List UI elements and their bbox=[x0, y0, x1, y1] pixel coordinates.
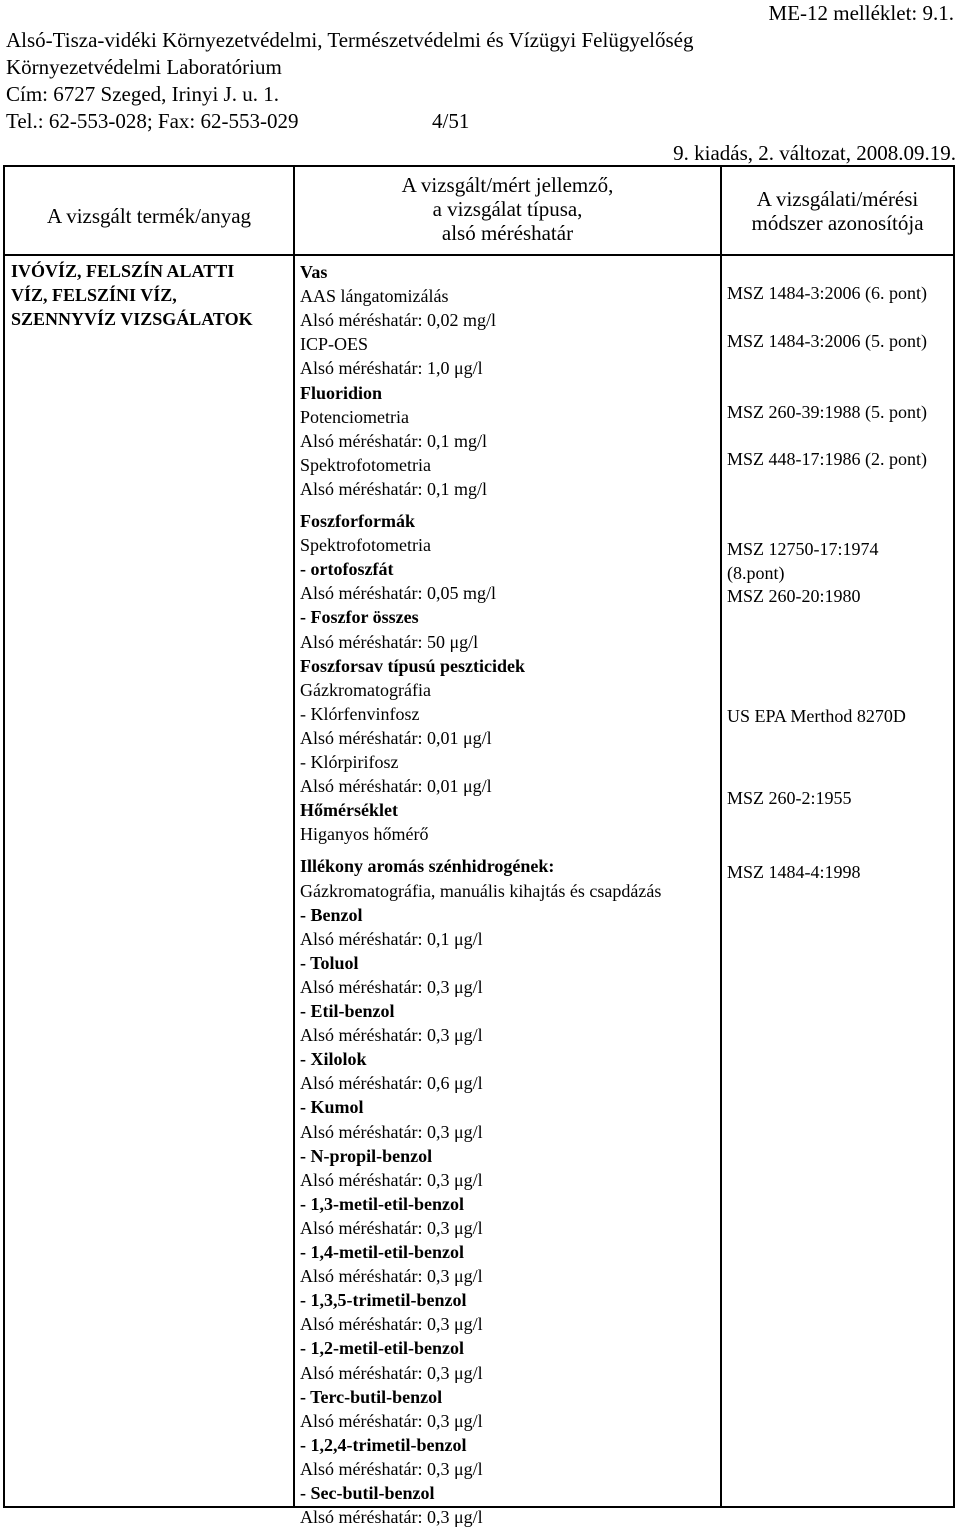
characteristic-heading: - 1,4-metil-etil-benzol bbox=[300, 1242, 464, 1262]
characteristic-line: Alsó méréshatár: 1,0 μg/l bbox=[300, 358, 483, 379]
characteristic-heading: - Terc-butil-benzol bbox=[300, 1386, 443, 1407]
column-header-method: A vizsgálati/mérési módszer azonosítója bbox=[751, 187, 924, 235]
method-id: MSZ 260-2:1955 bbox=[727, 788, 852, 808]
characteristic-line: Alsó méréshatár: 0,05 mg/l bbox=[300, 583, 496, 604]
characteristic-line: Gázkromatográfia bbox=[300, 679, 431, 700]
characteristic-line: Alsó méréshatár: 0,3 μg/l bbox=[300, 976, 483, 997]
characteristic-line: AAS lángatomizálás bbox=[300, 286, 449, 307]
column-header-characteristic: A vizsgált/mért jellemző, a vizsgálat típusa, alsó méréshatár bbox=[401, 173, 614, 245]
characteristic-heading: Vas bbox=[300, 262, 328, 282]
method-id: MSZ 260-20:1980 bbox=[727, 586, 861, 606]
characteristic-line: Gázkromatográfia, manuális kihajtás és csapdázás bbox=[300, 880, 662, 901]
characteristic-heading: - 1,2-metil-etil-benzol bbox=[300, 1338, 464, 1359]
method-id: MSZ 1484-3:2006 (6. pont) bbox=[727, 283, 927, 303]
characteristic-line: Alsó méréshatár: 0,3 μg/l bbox=[300, 1121, 483, 1142]
characteristic-line: Alsó méréshatár: 0,3 μg/l bbox=[300, 1458, 483, 1479]
method-id: US EPA Merthod 8270D bbox=[727, 706, 906, 726]
header-laboratory: Környezetvédelmi Laboratórium bbox=[6, 55, 282, 79]
characteristic-line: Alsó méréshatár: 0,02 mg/l bbox=[300, 310, 496, 331]
characteristic-line: Alsó méréshatár: 0,3 μg/l bbox=[300, 1314, 483, 1335]
method-id: MSZ 1484-4:1998 bbox=[727, 862, 861, 882]
edition-label: 9. kiadás, 2. változat, 2008.09.19. bbox=[673, 141, 956, 165]
header-address: Cím: 6727 Szeged, Irinyi J. u. 1. bbox=[6, 82, 279, 106]
characteristic-line: Alsó méréshatár: 0,3 μg/l bbox=[300, 1025, 483, 1046]
characteristic-line: Alsó méréshatár: 0,01 μg/l bbox=[300, 776, 492, 797]
characteristic-line: Alsó méréshatár: 0,1 mg/l bbox=[300, 430, 487, 451]
characteristic-line: Alsó méréshatár: 0,3 μg/l bbox=[300, 1266, 483, 1287]
characteristic-line: Alsó méréshatár: 0,1 mg/l bbox=[300, 478, 487, 499]
page-number: 4/51 bbox=[432, 109, 470, 133]
characteristic-line: Alsó méréshatár: 0,1 μg/l bbox=[300, 928, 483, 949]
characteristic-heading: - Sec-butil-benzol bbox=[300, 1483, 435, 1503]
characteristic-line: - Klórpirifosz bbox=[300, 752, 399, 772]
characteristic-heading: Fluoridion bbox=[300, 382, 383, 403]
characteristic-line: - Klórfenvinfosz bbox=[300, 703, 420, 724]
product-category: IVÓVÍZ, FELSZÍN ALATTI VÍZ, FELSZÍNI VÍZ, SZENNYVÍZ VIZSGÁLATOK bbox=[11, 261, 253, 329]
characteristic-heading: - Kumol bbox=[300, 1097, 364, 1118]
characteristic-heading: - Foszfor összes bbox=[300, 607, 419, 628]
characteristic-heading: - Toluol bbox=[300, 952, 359, 973]
header-divider bbox=[5, 254, 953, 256]
characteristic-line: Alsó méréshatár: 0,3 μg/l bbox=[300, 1362, 483, 1383]
characteristic-line: Spektrofotometria bbox=[300, 454, 431, 475]
characteristic-heading: - 1,3,5-trimetil-benzol bbox=[300, 1290, 467, 1311]
characteristic-line: Alsó méréshatár: 0,6 μg/l bbox=[300, 1073, 483, 1094]
column-divider bbox=[720, 167, 722, 1506]
method-id: (8.pont) bbox=[727, 563, 785, 583]
method-id: MSZ 1484-3:2006 (5. pont) bbox=[727, 331, 927, 351]
characteristic-heading: - Etil-benzol bbox=[300, 1001, 395, 1021]
characteristic-heading: - 1,3-metil-etil-benzol bbox=[300, 1193, 464, 1214]
characteristic-heading: - Benzol bbox=[300, 904, 363, 925]
characteristic-heading: - Xilolok bbox=[300, 1049, 367, 1070]
characteristic-heading: - ortofoszfát bbox=[300, 559, 394, 580]
characteristic-heading: - 1,2,4-trimetil-benzol bbox=[300, 1434, 467, 1455]
characteristic-line: Alsó méréshatár: 0,3 μg/l bbox=[300, 1217, 483, 1238]
column-header-product: A vizsgált termék/anyag bbox=[46, 204, 252, 228]
method-id: MSZ 448-17:1986 (2. pont) bbox=[727, 449, 927, 469]
characteristic-heading: Illékony aromás szénhidrogének: bbox=[300, 856, 555, 877]
characteristic-line: Alsó méréshatár: 0,01 μg/l bbox=[300, 727, 492, 748]
method-id: MSZ 260-39:1988 (5. pont) bbox=[727, 402, 927, 422]
annex-label: ME-12 melléklet: 9.1. bbox=[768, 1, 954, 25]
characteristic-line: Spektrofotometria bbox=[300, 535, 431, 556]
characteristic-line: Alsó méréshatár: 0,3 μg/l bbox=[300, 1410, 483, 1431]
characteristic-line: Higanyos hőmérő bbox=[300, 824, 429, 845]
test-table bbox=[3, 165, 955, 1528]
header-contact: Tel.: 62-553-028; Fax: 62-553-029 bbox=[6, 109, 299, 133]
characteristic-line: Alsó méréshatár: 50 μg/l bbox=[300, 631, 479, 652]
characteristic-heading: Hőmérséklet bbox=[300, 800, 398, 821]
method-id: MSZ 12750-17:1974 bbox=[727, 539, 879, 559]
characteristic-line: Alsó méréshatár: 0,3 μg/l bbox=[300, 1169, 483, 1190]
characteristic-line: Potenciometria bbox=[300, 406, 409, 427]
characteristic-line: Alsó méréshatár: 0,3 μg/l bbox=[300, 1507, 483, 1528]
column-divider bbox=[293, 167, 295, 1506]
characteristic-line: ICP-OES bbox=[300, 334, 369, 355]
characteristic-heading: Foszforsav típusú peszticidek bbox=[300, 655, 525, 676]
header-institution: Alsó-Tisza-vidéki Környezetvédelmi, Természetvédelmi és Vízügyi Felügyelőség bbox=[6, 28, 694, 52]
characteristic-heading: - N-propil-benzol bbox=[300, 1145, 433, 1166]
characteristic-heading: Foszforformák bbox=[300, 511, 415, 531]
